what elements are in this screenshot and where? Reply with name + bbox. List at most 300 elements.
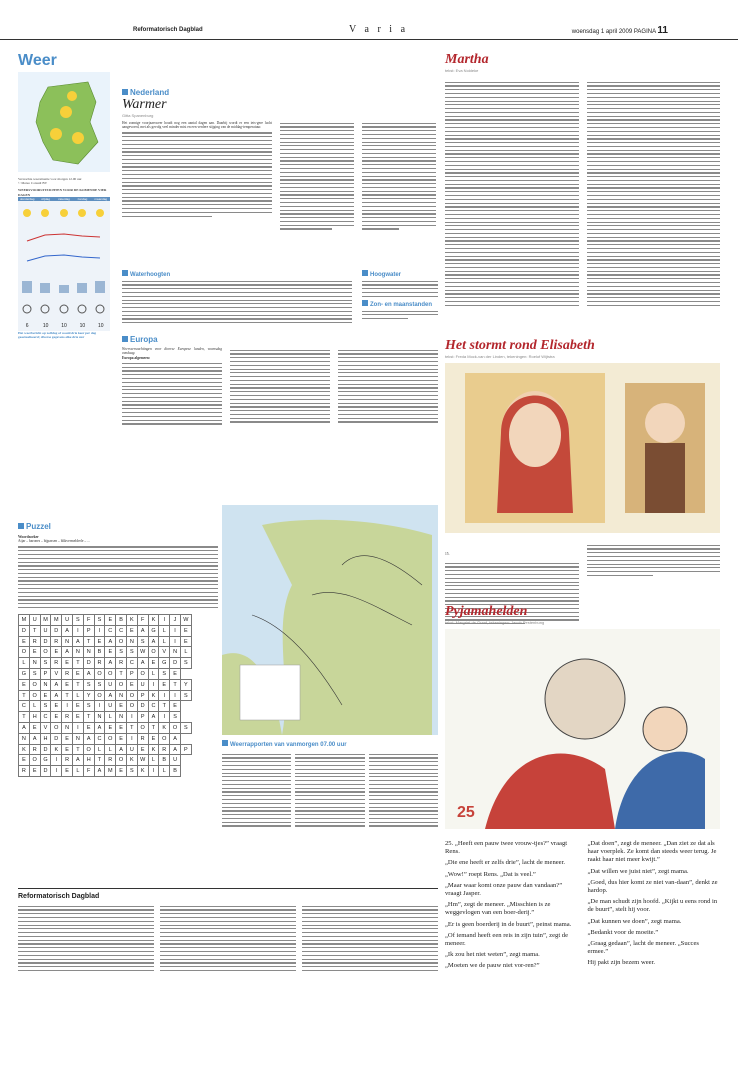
grid-row (19, 658, 192, 669)
grid-cell: E (105, 615, 116, 626)
story-paragraph: „Maar waar komt onze pauw dan vandaan?” vraagt Jasper. (445, 881, 563, 898)
storm-page-num: 15. (445, 552, 450, 556)
grid-cell: N (94, 712, 105, 723)
nederland-headline: Warmer (122, 97, 167, 112)
grid-cell: D (83, 658, 94, 669)
grid-cell: N (116, 712, 127, 723)
grid-cell: T (72, 679, 83, 690)
grid-cell: O (29, 690, 40, 701)
grid-cell: B (116, 615, 127, 626)
grid-cell: O (105, 733, 116, 744)
grid-cell: L (94, 744, 105, 755)
grid-cell: A (170, 744, 181, 755)
sun-icon (60, 209, 68, 217)
grid-cell: E (126, 679, 137, 690)
pyjama-title: Pyjamahelden (445, 604, 528, 619)
forecast-temp: 6 (25, 322, 29, 329)
europa-sub: Europa algemeen: (122, 355, 150, 360)
grid-cell: U (126, 744, 137, 755)
grid-cell: A (148, 636, 159, 647)
grid-cell: E (170, 669, 181, 680)
grid-cell: O (83, 744, 94, 755)
grid-cell: O (137, 669, 148, 680)
grid-row (19, 615, 192, 626)
square-icon (122, 270, 128, 276)
grid-row (19, 755, 192, 766)
grid-cell: A (83, 669, 94, 680)
story-paragraph: 25. „Heeft een pauw twee vrouw-tjes?” vraagt Rens. (445, 840, 568, 856)
grid-cell: R (137, 733, 148, 744)
square-icon (362, 270, 368, 276)
story-paragraph: „Dat kunnen we doen”, zegt mama. (587, 917, 682, 925)
grid-cell: R (62, 712, 73, 723)
grid-cell: A (116, 744, 127, 755)
wind-icon (41, 305, 49, 313)
grid-cell: I (51, 766, 62, 777)
masthead-section: V a r i a (349, 24, 409, 35)
nederland-author: Gitta Spanenburg (122, 113, 154, 118)
grid-cell: J (170, 615, 181, 626)
grid-row (19, 733, 192, 744)
grid-cell: O (116, 636, 127, 647)
grid-cell: T (19, 712, 30, 723)
storm-title: Het stormt rond Elisabeth (445, 338, 595, 353)
sun-icon (60, 106, 72, 118)
grid-cell: V (40, 723, 51, 734)
square-icon (18, 523, 24, 529)
grid-cell: E (83, 723, 94, 734)
grid-cell: I (51, 755, 62, 766)
grid-cell: A (137, 658, 148, 669)
story-paragraph: „Wow!” roept Rens. „Dat is veel.” (445, 870, 536, 878)
grid-cell: O (19, 647, 30, 658)
grid-cell: I (94, 625, 105, 636)
pyjama-text (445, 840, 720, 974)
nederland-col3 (362, 120, 436, 232)
grid-cell: O (148, 647, 159, 658)
grid-cell: N (170, 647, 181, 658)
grid-cell: S (180, 690, 191, 701)
grid-cell: S (94, 615, 105, 626)
grid-cell: E (116, 701, 127, 712)
grid-cell: F (137, 615, 148, 626)
grid-cell: K (19, 744, 30, 755)
grid-cell: T (62, 690, 73, 701)
grid-cell: C (19, 701, 30, 712)
grid-cell: F (83, 615, 94, 626)
grid-cell: E (159, 679, 170, 690)
grid-cell: E (170, 701, 181, 712)
grid-cell: K (148, 744, 159, 755)
grid-cell: D (51, 733, 62, 744)
grid-cell: A (62, 625, 73, 636)
grid-cell: V (159, 647, 170, 658)
grid-cell: E (62, 744, 73, 755)
grid-cell: A (83, 733, 94, 744)
grid-cell: R (62, 669, 73, 680)
grid-cell: D (19, 625, 30, 636)
story-paragraph: „Hm”, zegt de meneer. „Misschien is ze weggevlogen van een boer-derij.” (445, 901, 551, 917)
grid-cell: D (137, 701, 148, 712)
grid-row (19, 744, 192, 755)
hoogwater-label: Hoogwater (362, 270, 438, 278)
grid-cell: P (83, 625, 94, 636)
grid-cell: K (148, 690, 159, 701)
grid-cell: S (116, 647, 127, 658)
wind-icon (60, 305, 68, 313)
grid-cell: B (94, 647, 105, 658)
waterhoogten-section (122, 270, 352, 326)
grid-cell: E (148, 658, 159, 669)
grid-cell: C (94, 733, 105, 744)
europa-label: Europa (122, 335, 438, 344)
grid-cell: S (180, 658, 191, 669)
grid-cell: N (126, 636, 137, 647)
grid-cell: C (126, 658, 137, 669)
grid-cell: N (62, 723, 73, 734)
grid-cell: K (126, 615, 137, 626)
zon-label: Zon- en maanstanden (362, 300, 438, 308)
wind-icon (23, 305, 31, 313)
grid-cell: S (159, 669, 170, 680)
masthead (0, 18, 738, 40)
grid-cell: D (170, 658, 181, 669)
story-paragraph: „Bedankt voor de moeite.” (587, 928, 659, 936)
map-caption: Verwachte weersituatie voor morgen 12.00 uur (18, 177, 82, 181)
grid-cell: H (83, 755, 94, 766)
puzzel-section (18, 522, 218, 777)
grid-cell: P (126, 669, 137, 680)
grid-cell: D (51, 625, 62, 636)
grid-cell: N (116, 690, 127, 701)
grid-cell: K (137, 766, 148, 777)
grid-row (19, 636, 192, 647)
grid-cell: E (51, 712, 62, 723)
wind-icon (96, 305, 104, 313)
wind-icon (78, 305, 86, 313)
grid-cell: I (126, 733, 137, 744)
grid-cell: O (116, 679, 127, 690)
grid-cell: O (105, 669, 116, 680)
grid-cell: D (40, 744, 51, 755)
grid-cell: L (159, 766, 170, 777)
grid-cell: T (116, 669, 127, 680)
grid-cell: L (159, 636, 170, 647)
waterhoogten-label: Waterhoogten (122, 270, 352, 278)
grid-cell: E (72, 712, 83, 723)
grid-cell: E (51, 701, 62, 712)
footer-paper: Reformatorisch Dagblad (18, 893, 100, 900)
grid-cell: N (19, 733, 30, 744)
storm-illustration (445, 363, 720, 533)
grid-cell: S (180, 723, 191, 734)
grid-cell: E (180, 625, 191, 636)
square-icon (122, 89, 128, 95)
grid-cell: M (40, 615, 51, 626)
grid-cell: G (19, 669, 30, 680)
grid-cell: O (116, 755, 127, 766)
weerrapporten-label: Weerrapporten van vanmorgen 07.00 uur (222, 740, 438, 748)
grid-cell: A (94, 766, 105, 777)
forecast-day: maandag (94, 196, 108, 201)
pyjama-illustration (445, 629, 720, 829)
grid-cell: I (170, 690, 181, 701)
grid-cell: K (126, 755, 137, 766)
grid-cell: B (170, 766, 181, 777)
sun-icon (23, 209, 31, 217)
grid-cell: N (72, 733, 83, 744)
grid-cell: S (137, 636, 148, 647)
story-paragraph: „Of iemand heeft een reis in zijn tuin”, zegt de meneer. (445, 931, 569, 948)
grid-cell: D (40, 766, 51, 777)
grid-row (19, 647, 192, 658)
grid-cell: S (83, 701, 94, 712)
grid-row (19, 625, 192, 636)
grid-cell: E (94, 636, 105, 647)
grid-cell: O (94, 690, 105, 701)
forecast-temp: 10 (98, 322, 104, 329)
grid-cell: A (105, 690, 116, 701)
grid-cell: E (126, 625, 137, 636)
grid-cell: S (83, 679, 94, 690)
forecast-temp: 10 (79, 322, 86, 329)
grid-cell: T (72, 658, 83, 669)
grid-cell: W (137, 755, 148, 766)
grid-cell: S (40, 658, 51, 669)
grid-cell: V (51, 669, 62, 680)
grid-cell: E (29, 723, 40, 734)
grid-cell: L (29, 701, 40, 712)
square-icon (122, 336, 128, 342)
page-number: 11 (657, 25, 668, 36)
grid-row (19, 669, 192, 680)
grid-cell: T (19, 690, 30, 701)
nederland-col2 (280, 120, 354, 232)
grid-row (19, 766, 192, 777)
grid-cell: G (40, 755, 51, 766)
grid-cell: L (105, 712, 116, 723)
puzzel-words: Atjar – barones – bijpassen – blikvermelderle – ... (18, 539, 90, 544)
grid-cell: R (94, 658, 105, 669)
weer-title: Weer (18, 52, 57, 69)
storm-section (445, 338, 720, 627)
grid-cell: A (72, 636, 83, 647)
grid-cell: N (72, 647, 83, 658)
grid-cell: C (40, 712, 51, 723)
forecast-day: donderdag (20, 196, 35, 201)
martha-title: Martha (445, 52, 489, 67)
story-paragraph: „Graag gedaan”, lacht de meneer. „Succes ermee.” (587, 940, 699, 956)
grid-cell: W (180, 615, 191, 626)
sun-icon (72, 132, 84, 144)
sun-icon (50, 128, 62, 140)
grid-cell: A (137, 625, 148, 636)
story-paragraph: „Ik zou het niet weten”, zegt mama. (445, 951, 540, 959)
grid-cell: O (29, 679, 40, 690)
grid-cell: L (159, 625, 170, 636)
grid-cell: U (105, 701, 116, 712)
grid-cell: O (51, 723, 62, 734)
grid-cell: K (148, 615, 159, 626)
grid-cell: A (51, 679, 62, 690)
grid-cell: U (29, 615, 40, 626)
grid-row (19, 679, 192, 690)
grid-cell: A (105, 636, 116, 647)
grid-cell: T (94, 755, 105, 766)
grid-cell: R (105, 755, 116, 766)
grid-cell: A (170, 733, 181, 744)
grid-cell: E (62, 658, 73, 669)
puzzel-label: Puzzel (18, 522, 218, 531)
grid-cell: O (170, 723, 181, 734)
grid-cell: E (62, 766, 73, 777)
text-lines (122, 132, 272, 216)
grid-cell: U (170, 755, 181, 766)
grid-cell: D (40, 636, 51, 647)
square-icon (362, 300, 368, 306)
grid-cell: E (40, 690, 51, 701)
grid-row (19, 690, 192, 701)
grid-cell: T (126, 723, 137, 734)
grid-cell: E (72, 701, 83, 712)
grid-cell: E (19, 679, 30, 690)
grid-cell: C (116, 625, 127, 636)
story-paragraph: Hij pakt zijn bezem weer. (587, 959, 656, 967)
grid-cell: E (180, 636, 191, 647)
grid-cell: G (148, 625, 159, 636)
grid-cell: E (51, 647, 62, 658)
grid-cell: C (105, 625, 116, 636)
grid-cell: A (148, 712, 159, 723)
grid-cell: L (148, 669, 159, 680)
grid-cell: L (72, 766, 83, 777)
grid-cell: E (148, 733, 159, 744)
grid-cell: I (170, 625, 181, 636)
grid-cell: T (170, 679, 181, 690)
story-paragraph: „Dat doen”, zegt de meneer. „Dan ziet ze dat als haar voerplek. Ze komt dan steeds weer terug. Je raakt haar niet meer kwijt.” (587, 840, 717, 864)
grid-cell: O (94, 669, 105, 680)
grid-cell: I (72, 625, 83, 636)
hoogwater-section (362, 270, 438, 322)
story-paragraph: „De man schudt zijn hoofd. „Kijkt u eens rond in de buurt”, stelt hij voor. (587, 898, 718, 914)
grid-cell: P (137, 690, 148, 701)
grid-cell: E (137, 744, 148, 755)
forecast-temp: 10 (61, 322, 67, 329)
grid-cell: H (40, 733, 51, 744)
grid-cell: N (29, 658, 40, 669)
grid-cell: E (29, 766, 40, 777)
grid-cell: A (72, 755, 83, 766)
grid-cell: I (170, 636, 181, 647)
grid-cell: T (83, 712, 94, 723)
grid-cell: E (19, 755, 30, 766)
grid-cell: S (94, 679, 105, 690)
grid-cell: R (51, 658, 62, 669)
grid-cell: Y (180, 679, 191, 690)
grid-cell: E (105, 647, 116, 658)
grid-cell: I (159, 712, 170, 723)
forecast-temp: 10 (42, 322, 49, 329)
grid-cell: C (148, 701, 159, 712)
grid-cell: E (29, 647, 40, 658)
grid-cell: A (51, 690, 62, 701)
grid-cell: R (62, 755, 73, 766)
grid-row (19, 712, 192, 723)
grid-cell: N (62, 636, 73, 647)
colophon (18, 888, 438, 974)
forecast-table-title: WEERSVOORUITZICHTEN VOOR DE KOMENDE VIER DAGEN (18, 188, 107, 197)
sun-icon (41, 209, 49, 217)
grid-cell: T (148, 723, 159, 734)
grid-cell: M (51, 615, 62, 626)
grid-cell: G (159, 658, 170, 669)
grid-cell: E (105, 723, 116, 734)
nederland-label: Nederland (122, 88, 272, 97)
grid-cell: F (83, 766, 94, 777)
story-paragraph: „Die ene heeft er zelfs drie”, lacht de meneer. (445, 859, 566, 867)
map-credit: © Meteo Consult BV (18, 181, 48, 186)
grid-cell: L (72, 690, 83, 701)
grid-cell: S (29, 669, 40, 680)
sun-icon (78, 209, 86, 217)
grid-cell: U (105, 679, 116, 690)
pyjama-author: tekst: Margriet de Graaf, tekeningen: Jacob Pestenbung (445, 620, 545, 625)
grid-cell: P (137, 712, 148, 723)
grid-cell: E (116, 723, 127, 734)
grid-cell: R (51, 636, 62, 647)
grid-cell: L (148, 755, 159, 766)
grid-cell: Y (83, 690, 94, 701)
europe-map (222, 505, 438, 735)
grid-cell: T (83, 636, 94, 647)
grid-cell: S (72, 615, 83, 626)
grid-cell: O (29, 755, 40, 766)
grid-cell: O (137, 723, 148, 734)
pyjama-section (445, 604, 720, 974)
nederland-text: Het zonnige voorjaarsweer houdt nog een aantal dagen aan. Daarbij wordt er een iets-gere lucht aangevoerd, met als gevolg veel minder mist en een verdere stijging van de middag-temperatuur. (122, 121, 272, 130)
pyjama-page-num: 25 (457, 804, 475, 821)
grid-cell: A (19, 723, 30, 734)
grid-cell: A (62, 647, 73, 658)
grid-cell: R (29, 636, 40, 647)
grid-cell: O (159, 733, 170, 744)
europa-lead: Weersverwachtingen voor diverse Europese landen, woensdag vandaag. (122, 347, 222, 356)
grid-cell: S (40, 701, 51, 712)
grid-cell: S (126, 647, 137, 658)
grid-cell: E (116, 733, 127, 744)
grid-cell: E (72, 669, 83, 680)
masthead-date: woensdag 1 april 2009 PAGINA 11 (571, 25, 668, 36)
grid-cell: U (62, 615, 73, 626)
grid-cell: T (159, 701, 170, 712)
grid-cell: E (62, 733, 73, 744)
grid-cell: A (94, 723, 105, 734)
netherlands-map (18, 72, 110, 172)
grid-cell: T (72, 744, 83, 755)
grid-cell: I (148, 766, 159, 777)
grid-cell: I (94, 701, 105, 712)
grid-cell: A (105, 658, 116, 669)
grid-cell: M (105, 766, 116, 777)
forecast-day: zondag (77, 196, 88, 201)
grid-cell: H (29, 712, 40, 723)
grid-cell: E (62, 679, 73, 690)
grid-row (19, 723, 192, 734)
nederland-section (122, 88, 272, 219)
grid-cell: L (105, 744, 116, 755)
story-paragraph: „Er is geen boerderij in de buurt”, peinst mama. (445, 920, 572, 928)
grid-cell: E (116, 766, 127, 777)
